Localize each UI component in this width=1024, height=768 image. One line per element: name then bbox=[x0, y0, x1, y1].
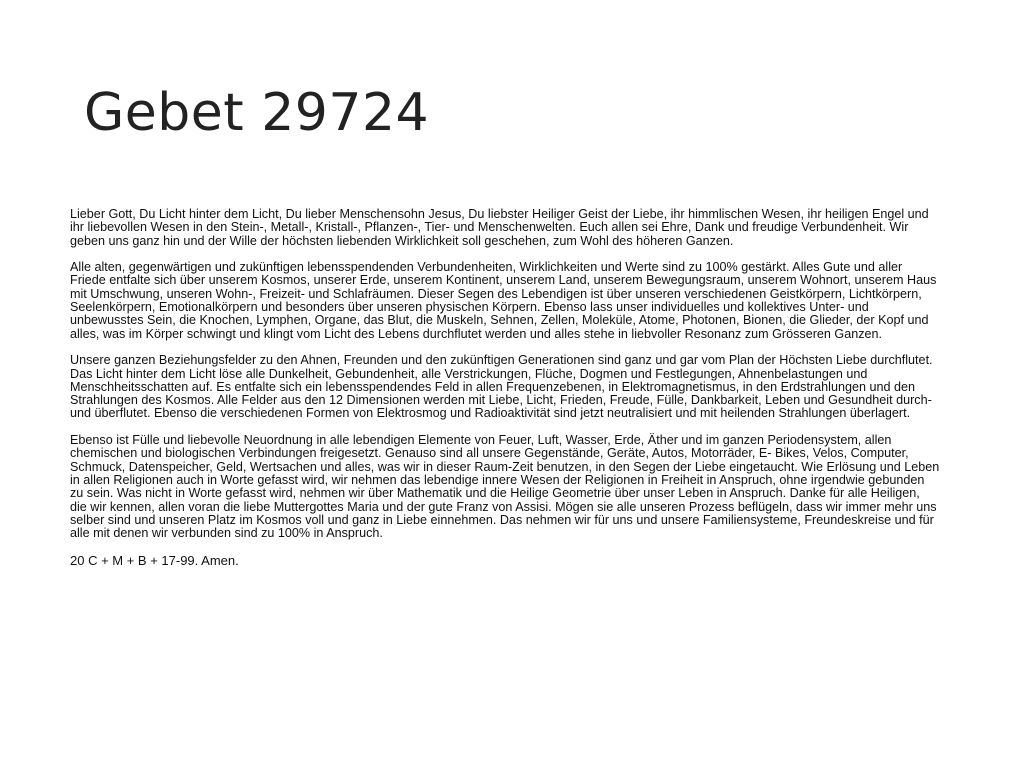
paragraph-elements: Ebenso ist Fülle und liebevolle Neuordnung in alle lebendigen Elemente von Feuer, Luft, Wasser, Erde, Äther und im ganzen Periodensystem, allen chemischen und biologischen Verbindungen freigesetzt. Genauso sind all unsere Gegenstände, Geräte, Autos, Motorräder, E- Bikes, Velos, Computer, Schmuck, Datenspeicher, Geld, Wertsachen und alles, was wir in dieser Raum-Zeit benutzen, in den Segen der Liebe eingetaucht. Wie Erlösung und Leben in allen Religionen auch in Worte gefasst wird, wir nehmen das lebendige innere Wesen der Religionen in Freiheit in Anspruch, ohne irgendwie gebunden zu sein. Was nicht in Worte gefasst wird, nehmen wir über Mathematik und die Heilige Geometrie über unser Leben in Anspruch. Danke für alle Heiligen, die wir kennen, allen voran die liebe Muttergottes Maria und der gute Franz von Assisi. Mögen sie alle unseren Prozess beflügeln, dass wir immer mehr uns selber sind und unseren Platz im Kosmos voll und ganz in Liebe einnehmen. Das nehmen wir für uns und unsere Familiensysteme, Freundeskreise und für alle mit denen wir verbunden sind zu 100% in Anspruch. bbox=[70, 433, 940, 541]
closing-line: 20 C + M + B + 17-99. Amen. bbox=[70, 552, 239, 568]
slide-title: Gebet 29724 bbox=[84, 83, 430, 143]
paragraph-relationships: Unsere ganzen Beziehungsfelder zu den Ahnen, Freunden und den zukünftigen Generationen sind ganz und gar vom Plan der Höchsten Liebe durchflutet. Das Licht hinter dem Licht löse alle Dunkelheit, Gebundenheit, alle Verstrickungen, Flüche, Dogmen und Festlegungen, Ahnenbelastungen und Menschheitsschatten auf. Es entfalte sich ein lebensspendendes Feld in allen Frequenzebenen, in Elektromagnetismus, in den Erdstrahlungen und den Strahlungen des Kosmos. Alle Felder aus den 12 Dimensionen werden mit Liebe, Licht, Frieden, Freude, Fülle, Dankbarkeit, Leben und Gesundheit durch- und überflutet. Ebenso die verschiedenen Formen von Elektrosmog und Radioaktivität sind jetzt neutralisiert und mit heilenden Strahlungen überlagert. bbox=[70, 353, 933, 421]
paragraph-invocation: Lieber Gott, Du Licht hinter dem Licht, Du lieber Menschensohn Jesus, Du liebster Heiliger Geist der Liebe, ihr himmlischen Wesen, ihr heiligen Engel und ihr liebevollen Wesen in den Stein-, Metall-, Kristall-, Pflanzen-, Tier- und Menschenwelten. Euch allen sei Ehre, Dank und freudige Verbundenheit. Wir geben uns ganz hin und der Wille der höchsten liebenden Wirklichkeit soll geschehen, zum Wohl des höheren Ganzen. bbox=[70, 207, 929, 248]
prayer-body bbox=[70, 208, 940, 567]
paragraph-blessing: Alle alten, gegenwärtigen und zukünftigen lebensspendenden Verbundenheiten, Wirklichkeiten und Werte sind zu 100% gestärkt. Alles Gute und aller Friede entfalte sich über unserem Kosmos, unserer Erde, unserem Kontinent, unserem Land, unserem Bewegungsraum, unserem Wohnort, unserem Haus mit Umschwung, unseren Wohn-, Freizeit- und Schlafräumen. Dieser Segen des Lebendigen ist über unseren verschiedenen Geistkörpern, Lichtkörpern, Seelenkörpern, Emotionalkörpern und besonders über unseren physischen Körpern. Ebenso lass unser individuelles und kollektives Unter- und unbewusstes Sein, die Knochen, Lymphen, Organe, das Blut, die Muskeln, Sehnen, Zellen, Moleküle, Atome, Photonen, Bionen, die Glieder, der Kopf und alles, was im Körper schwingt und klingt vom Licht des Lebens durchflutet werden und alles stehe in liebvoller Resonanz zum Grösseren Ganzen. bbox=[70, 260, 937, 341]
